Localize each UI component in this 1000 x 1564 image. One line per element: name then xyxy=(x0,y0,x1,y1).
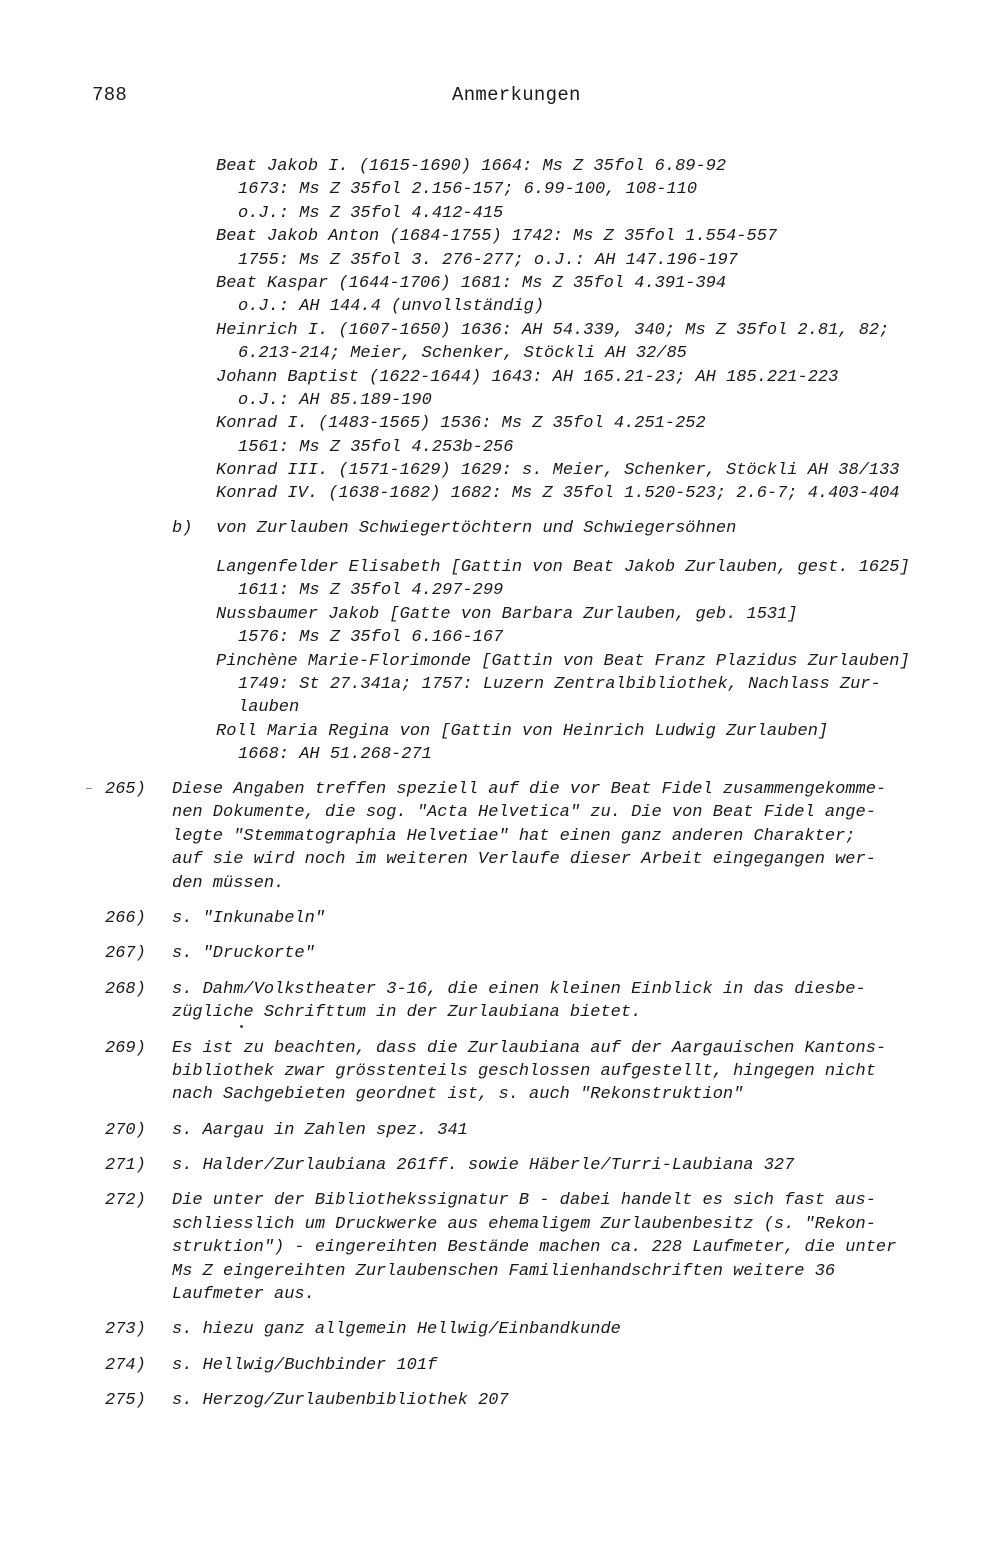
endnote-number: 272) xyxy=(105,1191,146,1211)
endnote-number: 270) xyxy=(105,1120,146,1140)
endnote-number: 269) xyxy=(105,1038,146,1058)
entry-line: Beat Kaspar (1644-1706) 1681: Ms Z 35fol 4.391-394 xyxy=(216,273,727,293)
entry-line: Beat Jakob Anton (1684-1755) 1742: Ms Z 35fol 1.554-557 xyxy=(216,227,778,247)
endnote-number: 273) xyxy=(105,1320,146,1340)
endnote-line: s. Hellwig/Buchbinder 101f xyxy=(172,1355,438,1375)
endnote-line: s. "Druckorte" xyxy=(172,944,315,964)
endnote-line: auf sie wird noch im weiteren Verlaufe dieser Arbeit eingegangen wer- xyxy=(172,850,876,870)
endnote-text xyxy=(172,1154,972,1177)
endnote-line: s. Halder/Zurlaubiana 261ff. sowie Häberle/Turri-Laubiana 327 xyxy=(172,1156,795,1176)
entry-line: Pinchène Marie-Florimonde [Gattin von Beat Franz Plazidus Zurlauben] xyxy=(216,651,910,671)
endnote-line: schliesslich um Druckwerke aus ehemaligem Zurlaubenbesitz (s. "Rekon- xyxy=(172,1214,876,1234)
entry-continuation-line: 6.213-214; Meier, Schenker, Stöckli AH 32/85 xyxy=(238,344,687,364)
endnotes-list xyxy=(0,778,1000,1425)
endnote-text xyxy=(172,1318,972,1341)
endnote xyxy=(0,1389,1000,1412)
endnote-line: zügliche Schrifttum in der Zurlaubiana bietet. xyxy=(172,1003,642,1023)
endnote-line: den müssen. xyxy=(172,873,285,893)
endnote-text xyxy=(172,778,972,895)
endnote-text xyxy=(172,1037,972,1107)
endnote-text xyxy=(172,1119,972,1142)
section-b-heading xyxy=(172,517,736,540)
endnote-line: nach Sachgebieten geordnet ist, s. auch "Rekonstruktion" xyxy=(172,1085,744,1105)
endnote-line: Es ist zu beachten, dass die Zurlaubiana auf der Aargauischen Kantons- xyxy=(172,1038,887,1058)
endnote-line: bibliothek zwar grösstenteils geschlossen aufgestellt, hingegen nicht xyxy=(172,1061,876,1081)
endnote-line: s. Aargau in Zahlen spez. 341 xyxy=(172,1120,468,1140)
endnote xyxy=(0,1037,1000,1107)
endnote xyxy=(0,778,1000,895)
section-b-title: von Zurlauben Schwiegertöchtern und Schwiegersöhnen xyxy=(216,519,737,538)
endnote xyxy=(0,942,1000,965)
endnote-number: 274) xyxy=(105,1355,146,1375)
entry-line: Heinrich I. (1607-1650) 1636: AH 54.339, 340; Ms Z 35fol 2.81, 82; xyxy=(216,320,890,340)
endnote-number: 266) xyxy=(105,908,146,928)
endnote xyxy=(0,907,1000,930)
page-header xyxy=(92,84,1000,114)
endnote-text xyxy=(172,1189,972,1306)
endnote-text xyxy=(172,1389,972,1412)
endnote xyxy=(0,1189,1000,1306)
endnote-text xyxy=(172,978,972,1025)
entry-continuation-line: o.J.: Ms Z 35fol 4.412-415 xyxy=(238,203,504,223)
endnote-line: s. hiezu ganz allgemein Hellwig/Einbandkunde xyxy=(172,1320,621,1340)
page-number: 788 xyxy=(92,84,128,106)
endnote xyxy=(0,978,1000,1025)
entries-list-b xyxy=(216,556,910,767)
endnote xyxy=(0,1318,1000,1341)
endnote-line: Laufmeter aus. xyxy=(172,1285,315,1305)
endnote xyxy=(0,1119,1000,1142)
entries-list-a xyxy=(216,155,900,506)
running-head: Anmerkungen xyxy=(452,84,581,106)
endnote-line: Diese Angaben treffen speziell auf die vor Beat Fidel zusammengekomme- xyxy=(172,780,887,799)
entry-line: Langenfelder Elisabeth [Gattin von Beat Jakob Zurlauben, gest. 1625] xyxy=(216,558,910,577)
entry-line: Johann Baptist (1622-1644) 1643: AH 165.21-23; AH 185.221-223 xyxy=(216,367,839,387)
entry-line: Roll Maria Regina von [Gattin von Heinrich Ludwig Zurlauben] xyxy=(216,721,829,741)
endnote-line: s. "Inkunabeln" xyxy=(172,908,326,928)
endnote-text xyxy=(172,907,972,930)
entry-continuation-line: lauben xyxy=(238,698,300,718)
section-b-label: b) xyxy=(172,519,193,538)
endnote-line: Die unter der Bibliothekssignatur B - dabei handelt es sich fast aus- xyxy=(172,1191,876,1211)
endnote-number: 275) xyxy=(105,1391,146,1411)
endnote-text xyxy=(172,942,972,965)
endnote-number: 267) xyxy=(105,944,146,964)
entry-continuation-line: 1576: Ms Z 35fol 6.166-167 xyxy=(238,628,504,648)
entry-line: Konrad I. (1483-1565) 1536: Ms Z 35fol 4.251-252 xyxy=(216,414,706,434)
endnote-line: struktion") - eingereihten Bestände machen ca. 228 Laufmeter, die unter xyxy=(172,1238,897,1258)
entry-continuation-line: 1755: Ms Z 35fol 3. 276-277; o.J.: AH 147.196-197 xyxy=(238,250,738,270)
endnote-line: nen Dokumente, die sog. "Acta Helvetica" zu. Die von Beat Fidel ange- xyxy=(172,803,876,823)
endnote-line: legte "Stemmatographia Helvetiae" hat einen ganz anderen Charakter; xyxy=(172,826,856,846)
entry-continuation-line: o.J.: AH 85.189-190 xyxy=(238,390,432,410)
endnote-number: 265) xyxy=(105,780,146,799)
endnote xyxy=(0,1154,1000,1177)
endnote-text xyxy=(172,1354,972,1377)
entry-line: Konrad III. (1571-1629) 1629: s. Meier, Schenker, Stöckli AH 38/133 xyxy=(216,461,900,481)
entry-continuation-line: 1749: St 27.341a; 1757: Luzern Zentralbibliothek, Nachlass Zur- xyxy=(238,674,881,694)
entry-line: Nussbaumer Jakob [Gatte von Barbara Zurlauben, geb. 1531] xyxy=(216,604,798,624)
endnote-line: Ms Z eingereihten Zurlaubenschen Familienhandschriften weitere 36 xyxy=(172,1261,836,1281)
entry-line: Konrad IV. (1638-1682) 1682: Ms Z 35fol 1.520-523; 2.6-7; 4.403-404 xyxy=(216,484,900,504)
entry-line: Beat Jakob I. (1615-1690) 1664: Ms Z 35fol 6.89-92 xyxy=(216,157,727,176)
endnote-line: s. Herzog/Zurlaubenbibliothek 207 xyxy=(172,1391,509,1411)
entry-continuation-line: 1611: Ms Z 35fol 4.297-299 xyxy=(238,581,504,601)
endnote-number: 268) xyxy=(105,979,146,999)
endnote-line: s. Dahm/Volkstheater 3-16, die einen kleinen Einblick in das diesbe- xyxy=(172,979,866,999)
entry-continuation-line: o.J.: AH 144.4 (unvollständig) xyxy=(238,297,545,317)
endnote xyxy=(0,1354,1000,1377)
entry-continuation-line: 1673: Ms Z 35fol 2.156-157; 6.99-100, 108-110 xyxy=(238,180,698,200)
entry-continuation-line: 1668: AH 51.268-271 xyxy=(238,745,432,765)
endnote-number: 271) xyxy=(105,1156,146,1176)
entry-continuation-line: 1561: Ms Z 35fol 4.253b-256 xyxy=(238,437,514,457)
